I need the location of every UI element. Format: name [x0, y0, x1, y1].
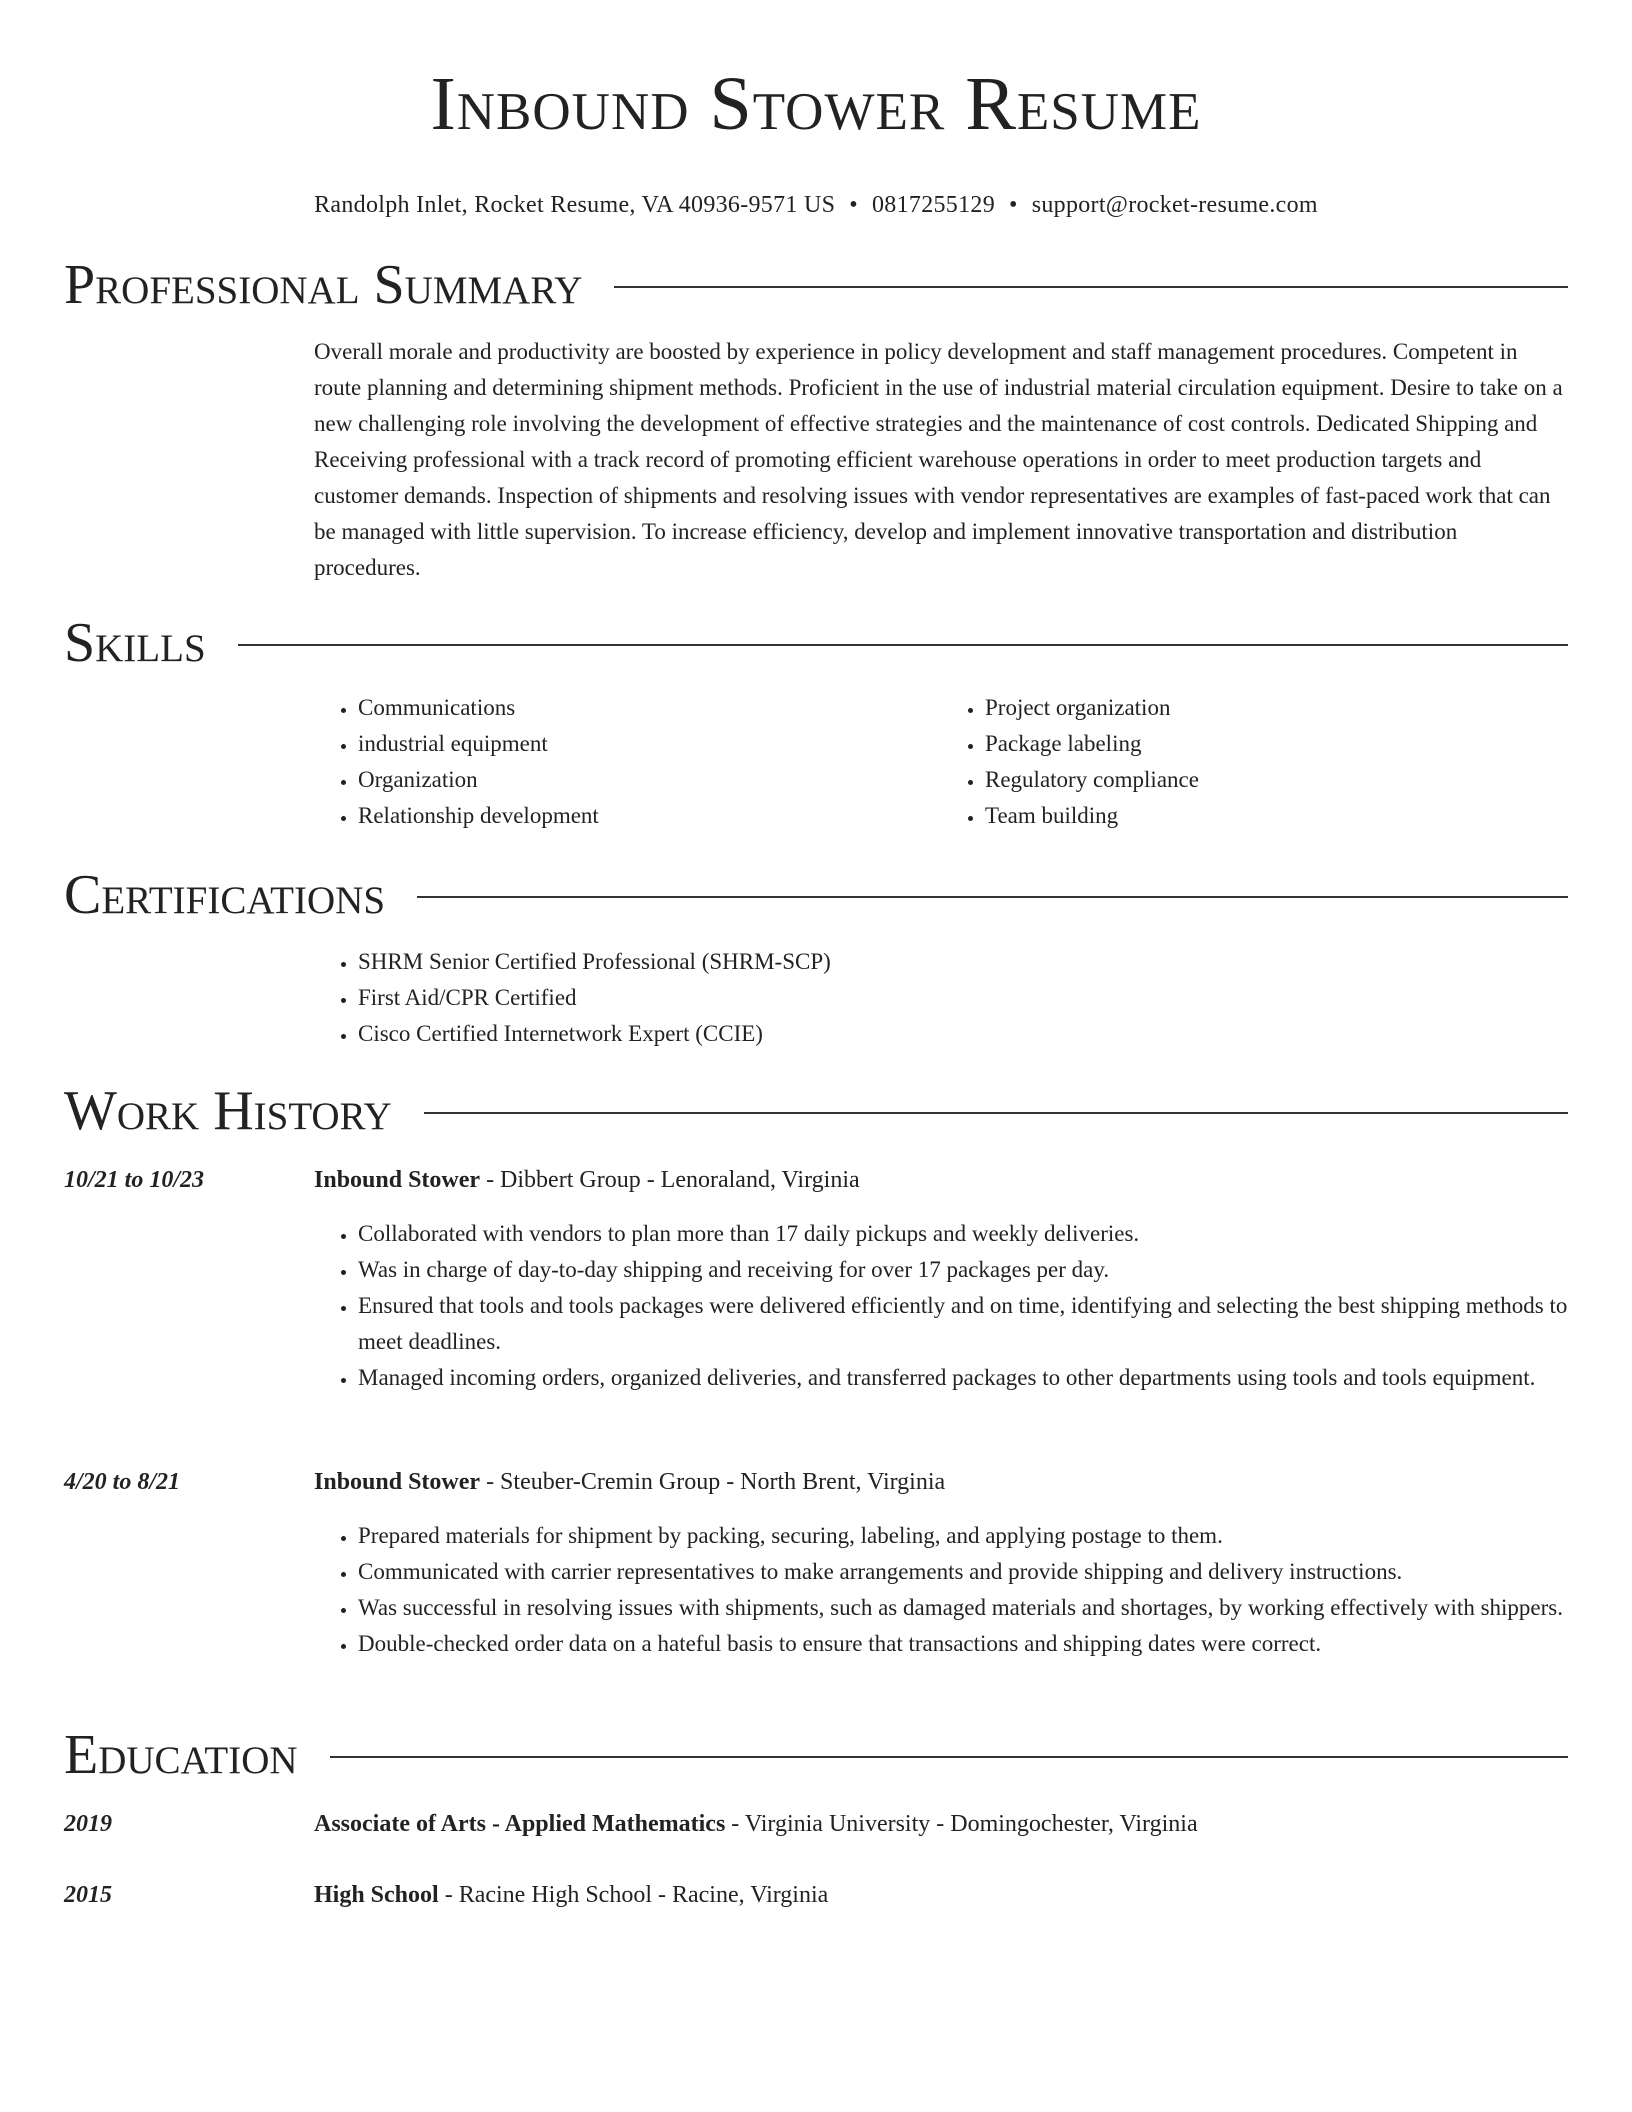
job-duty-item: • Communicated with carrier representatives to make arrangements and provide shipping and delivery instructions.	[358, 1554, 1568, 1590]
certifications-list	[314, 944, 1568, 1052]
job-employer: - Steuber-Cremin Group - North Brent, Virginia	[480, 1469, 946, 1495]
education-school: - Virginia University - Domingochester, Virginia	[725, 1811, 1198, 1837]
skill-item: • Organization	[358, 762, 941, 798]
section-heading: Professional Summary	[64, 254, 583, 316]
skill-item: • industrial equipment	[358, 726, 941, 762]
certification-item: • First Aid/CPR Certified	[358, 980, 1568, 1016]
education-year: 2015	[64, 1882, 112, 1908]
job-duties-list	[314, 1216, 1568, 1396]
job-duty-item: • Double-checked order data on a hateful basis to ensure that transactions and shipping dates were correct.	[358, 1626, 1568, 1662]
contact-line	[64, 190, 1568, 220]
job-title: Inbound Stower	[314, 1469, 481, 1495]
section-skills-header	[64, 608, 1568, 678]
contact-separator: •	[1009, 192, 1018, 218]
section-heading: Certifications	[64, 864, 386, 926]
job-dates: 10/21 to 10/23	[64, 1167, 205, 1193]
contact-separator: •	[849, 192, 858, 218]
education-degree: High School	[314, 1882, 439, 1908]
job-duty-item: • Was in charge of day-to-day shipping and receiving for over 17 packages per day.	[358, 1252, 1568, 1288]
certification-item: • SHRM Senior Certified Professional (SHRM-SCP)	[358, 944, 1568, 980]
contact-address: Randolph Inlet, Rocket Resume, VA 40936-9571 US	[314, 192, 836, 218]
job-heading	[314, 1162, 1568, 1198]
certification-item: • Cisco Certified Internetwork Expert (CCIE)	[358, 1016, 1568, 1052]
section-certifications-header	[64, 860, 1568, 930]
contact-email: support@rocket-resume.com	[1031, 192, 1318, 218]
section-work-header	[64, 1076, 1568, 1146]
summary-text: Overall morale and productivity are boosted by experience in policy development and staff management procedures. Competent in route planning and determining shipment methods. Proficient in the use of industrial material circulation equipment. Desire to take on a new challenging role involving the development of effective strategies and the maintenance of cost controls. Dedicated Shipping and Receiving professional with a track record of promoting efficient warehouse operations in order to meet production targets and customer demands. Inspection of shipments and resolving issues with vendor representatives are examples of fast-paced work that can be managed with little supervision. To increase efficiency, develop and implement innovative transportation and distribution procedures.	[314, 339, 1563, 580]
education-year: 2019	[64, 1811, 112, 1837]
job-employer: - Dibbert Group - Lenoraland, Virginia	[480, 1167, 860, 1193]
section-summary-header	[64, 250, 1568, 320]
education-heading	[314, 1877, 1568, 1913]
job-entry	[314, 1162, 1568, 1396]
section-heading: Work History	[64, 1080, 392, 1142]
skill-item: • Relationship development	[358, 798, 941, 834]
skills-block	[314, 690, 1568, 834]
skill-item: • Project organization	[985, 690, 1568, 726]
education-school: - Racine High School - Racine, Virginia	[438, 1882, 829, 1908]
job-entry	[314, 1464, 1568, 1662]
section-divider	[238, 644, 1568, 646]
education-degree: Associate of Arts - Applied Mathematics	[314, 1811, 726, 1837]
skill-item: • Team building	[985, 798, 1568, 834]
section-heading: Skills	[64, 612, 206, 674]
job-title: Inbound Stower	[314, 1167, 481, 1193]
skills-list-left	[314, 690, 941, 834]
section-divider	[424, 1112, 1568, 1114]
education-entry	[314, 1806, 1568, 1842]
job-duty-item: • Managed incoming orders, organized deliveries, and transferred packages to other departments using tools and tools equipment.	[358, 1360, 1568, 1396]
section-education-header	[64, 1720, 1568, 1790]
skills-list-right	[941, 690, 1568, 834]
job-duty-item: • Was successful in resolving issues with shipments, such as damaged materials and shortages, by working effectively with shippers.	[358, 1590, 1568, 1626]
education-entry	[314, 1877, 1568, 1913]
section-divider	[614, 286, 1568, 288]
job-duty-item: • Collaborated with vendors to plan more than 17 daily pickups and weekly deliveries.	[358, 1216, 1568, 1252]
skill-item: • Regulatory compliance	[985, 762, 1568, 798]
contact-phone: 0817255129	[872, 192, 995, 218]
summary-block	[314, 334, 1568, 586]
education-heading	[314, 1806, 1568, 1842]
job-duty-item: • Ensured that tools and tools packages were delivered efficiently and on time, identifying and selecting the best shipping methods to meet deadlines.	[358, 1288, 1568, 1360]
job-heading	[314, 1464, 1568, 1500]
job-duties-list	[314, 1518, 1568, 1662]
skill-item: • Package labeling	[985, 726, 1568, 762]
resume-title: Inbound Stower Resume	[430, 62, 1202, 146]
section-heading: Education	[64, 1724, 298, 1786]
resume-page	[64, 0, 1568, 1908]
section-divider	[330, 1756, 1568, 1758]
certifications-block	[314, 944, 1568, 1052]
job-duty-item: • Prepared materials for shipment by packing, securing, labeling, and applying postage to them.	[358, 1518, 1568, 1554]
skill-item: • Communications	[358, 690, 941, 726]
job-dates: 4/20 to 8/21	[64, 1469, 181, 1495]
section-divider	[417, 896, 1568, 898]
